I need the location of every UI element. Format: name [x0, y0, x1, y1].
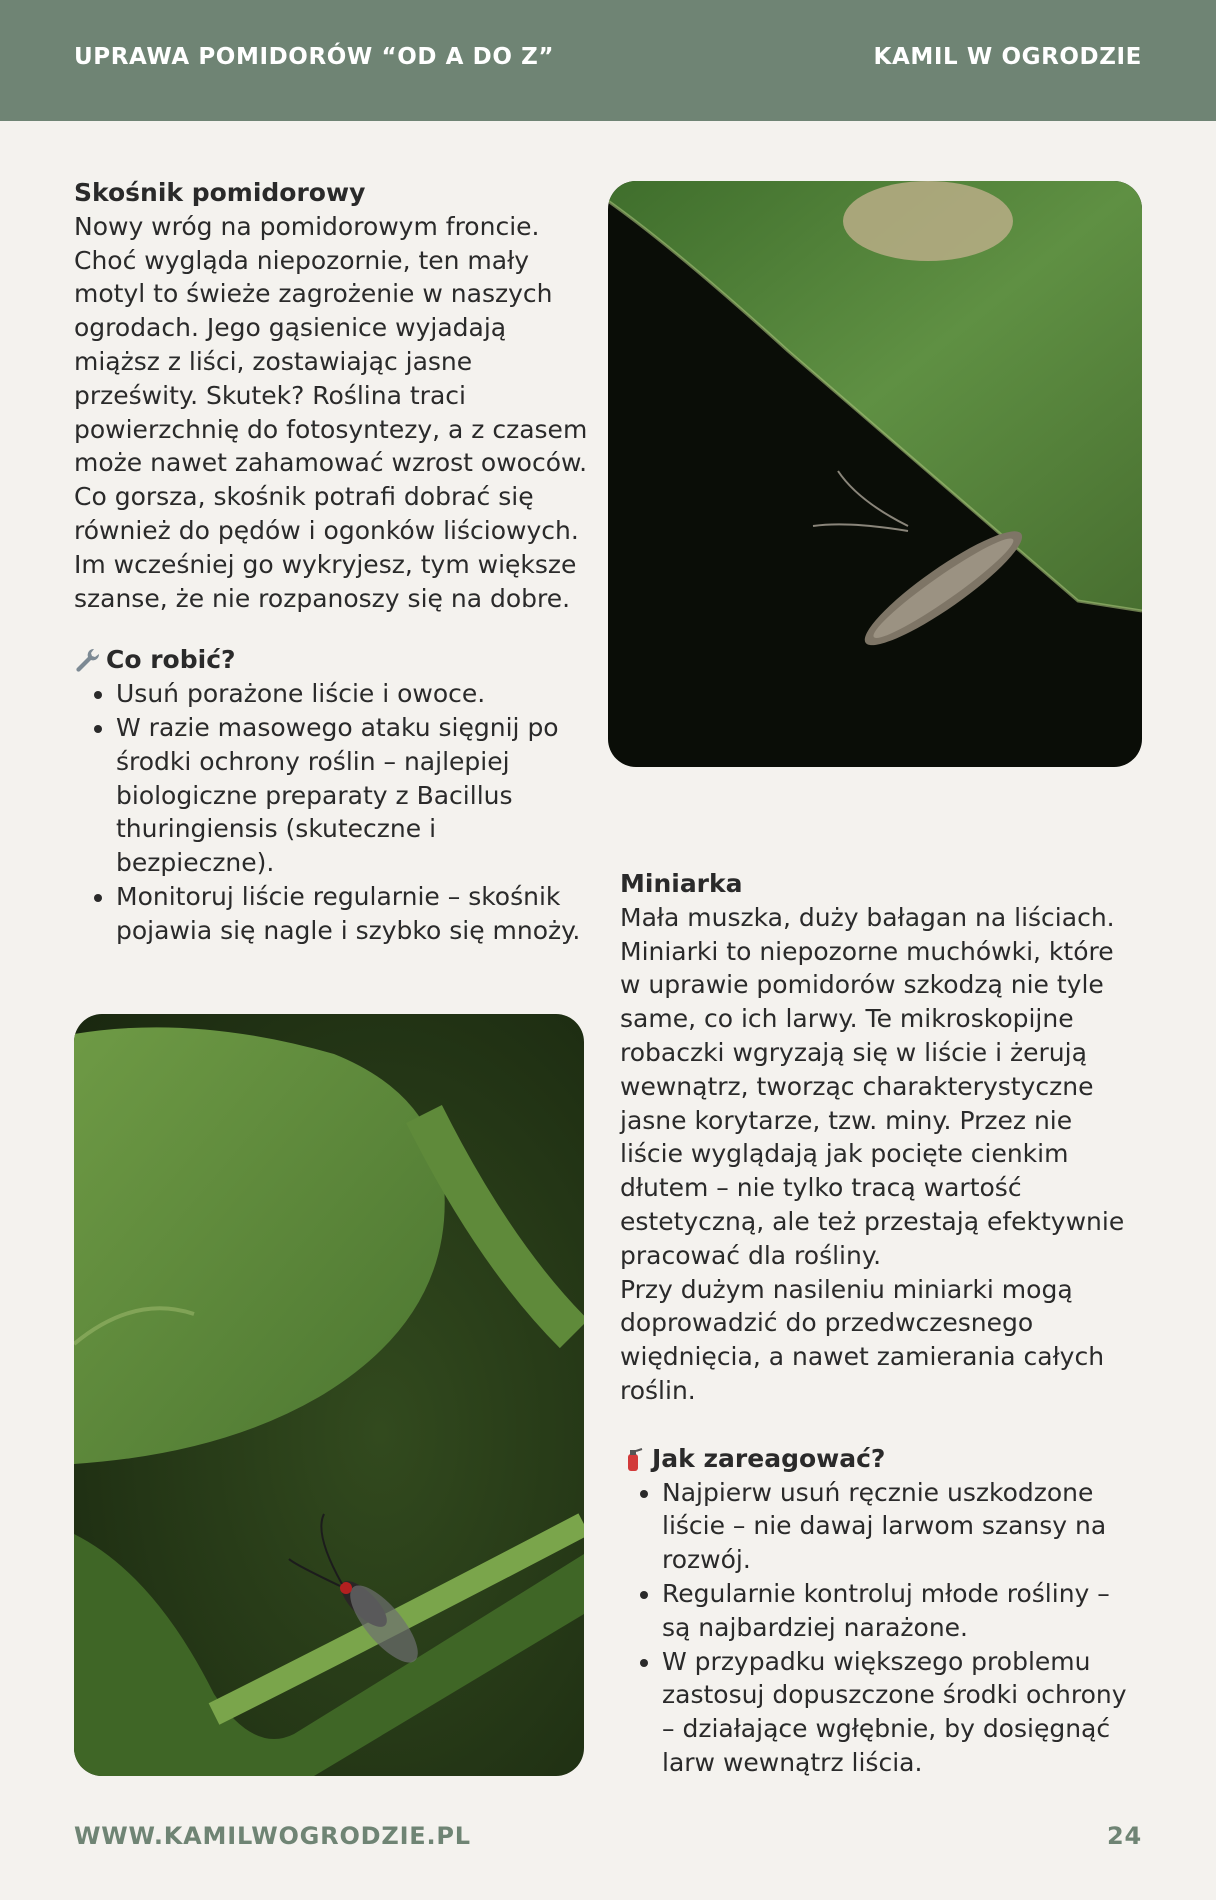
action-title: Co robić?	[106, 645, 236, 675]
action-list	[74, 677, 594, 947]
action-heading	[620, 1442, 1140, 1476]
page-header	[0, 0, 1216, 121]
header-title: UPRAWA POMIDORÓW “OD A DO Z”	[74, 44, 555, 70]
footer-url[interactable]: WWW.KAMILWOGRODZIE.PL	[74, 1822, 471, 1850]
action-title: Jak zareagować?	[652, 1443, 886, 1473]
list-item: • Monitoruj liście regularnie – skośnik pojawia się nagle i szybko się mnoży.	[116, 880, 594, 948]
list-item: • Najpierw usuń ręcznie uszkodzone liście – nie dawaj larwom szansy na rozwój.	[662, 1476, 1140, 1577]
list-item: • Usuń porażone liście i owoce.	[116, 677, 594, 711]
moth-photo	[608, 181, 1142, 767]
paragraph: Co gorsza, skośnik potrafi dobrać się również do pędów i ogonków liściowych. Im wcześniej go wykryjesz, tym większe szanse, że nie rozpanoszy się na dobre.	[74, 482, 579, 613]
header-brand: KAMIL W OGRODZIE	[873, 44, 1142, 70]
section-title: Miniarka	[620, 869, 743, 898]
paragraph: Mała muszka, duży bałagan na liściach. Miniarki to niepozorne muchówki, które w uprawie pomidorów szkodzą nie tyle same, co ich larwy. Te mikroskopijne robaczki wgryzają się w liście i żerują wewnątrz, tworząc charakterystyczne jasne korytarze, tzw. miny. Przez nie liście wyglądają jak pocięte cienkim dłutem – nie tylko tracą wartość estetyczną, ale też przestają efektywnie pracować dla rośliny.	[620, 902, 1125, 1270]
action-list	[620, 1476, 1140, 1780]
page-number: 24	[1107, 1822, 1142, 1850]
action-heading	[74, 643, 594, 677]
miner-fly-photo	[74, 1014, 584, 1776]
section-miniarka	[620, 867, 1140, 1780]
fire-extinguisher-icon	[620, 1446, 646, 1472]
paragraph: Nowy wróg na pomidorowym froncie. Choć wygląda niepozornie, ten mały motyl to świeże zagrożenie w naszych ogrodach. Jego gąsienice wyjadają miąższ z liści, zostawiając jasne prześwity. Skutek? Roślina traci powierzchnię do fotosyntezy, a z czasem może nawet zahamować wzrost owoców.	[74, 211, 588, 478]
section-skosnik	[74, 176, 594, 948]
list-item: • Regularnie kontroluj młode rośliny – są najbardziej narażone.	[662, 1577, 1140, 1645]
section-title: Skośnik pomidorowy	[74, 178, 366, 207]
list-item: • W przypadku większego problemu zastosuj dopuszczone środki ochrony – działające wgłębnie, by dosięgnąć larw wewnątrz liścia.	[662, 1645, 1140, 1780]
list-item: • W razie masowego ataku sięgnij po środki ochrony roślin – najlepiej biologiczne preparaty z Bacillus thuringiensis (skuteczne i bezpieczne).	[116, 711, 594, 880]
paragraph: Przy dużym nasileniu miniarki mogą doprowadzić do przedwczesnego więdnięcia, a nawet zamierania całych roślin.	[620, 1274, 1105, 1405]
wrench-icon	[74, 647, 100, 673]
